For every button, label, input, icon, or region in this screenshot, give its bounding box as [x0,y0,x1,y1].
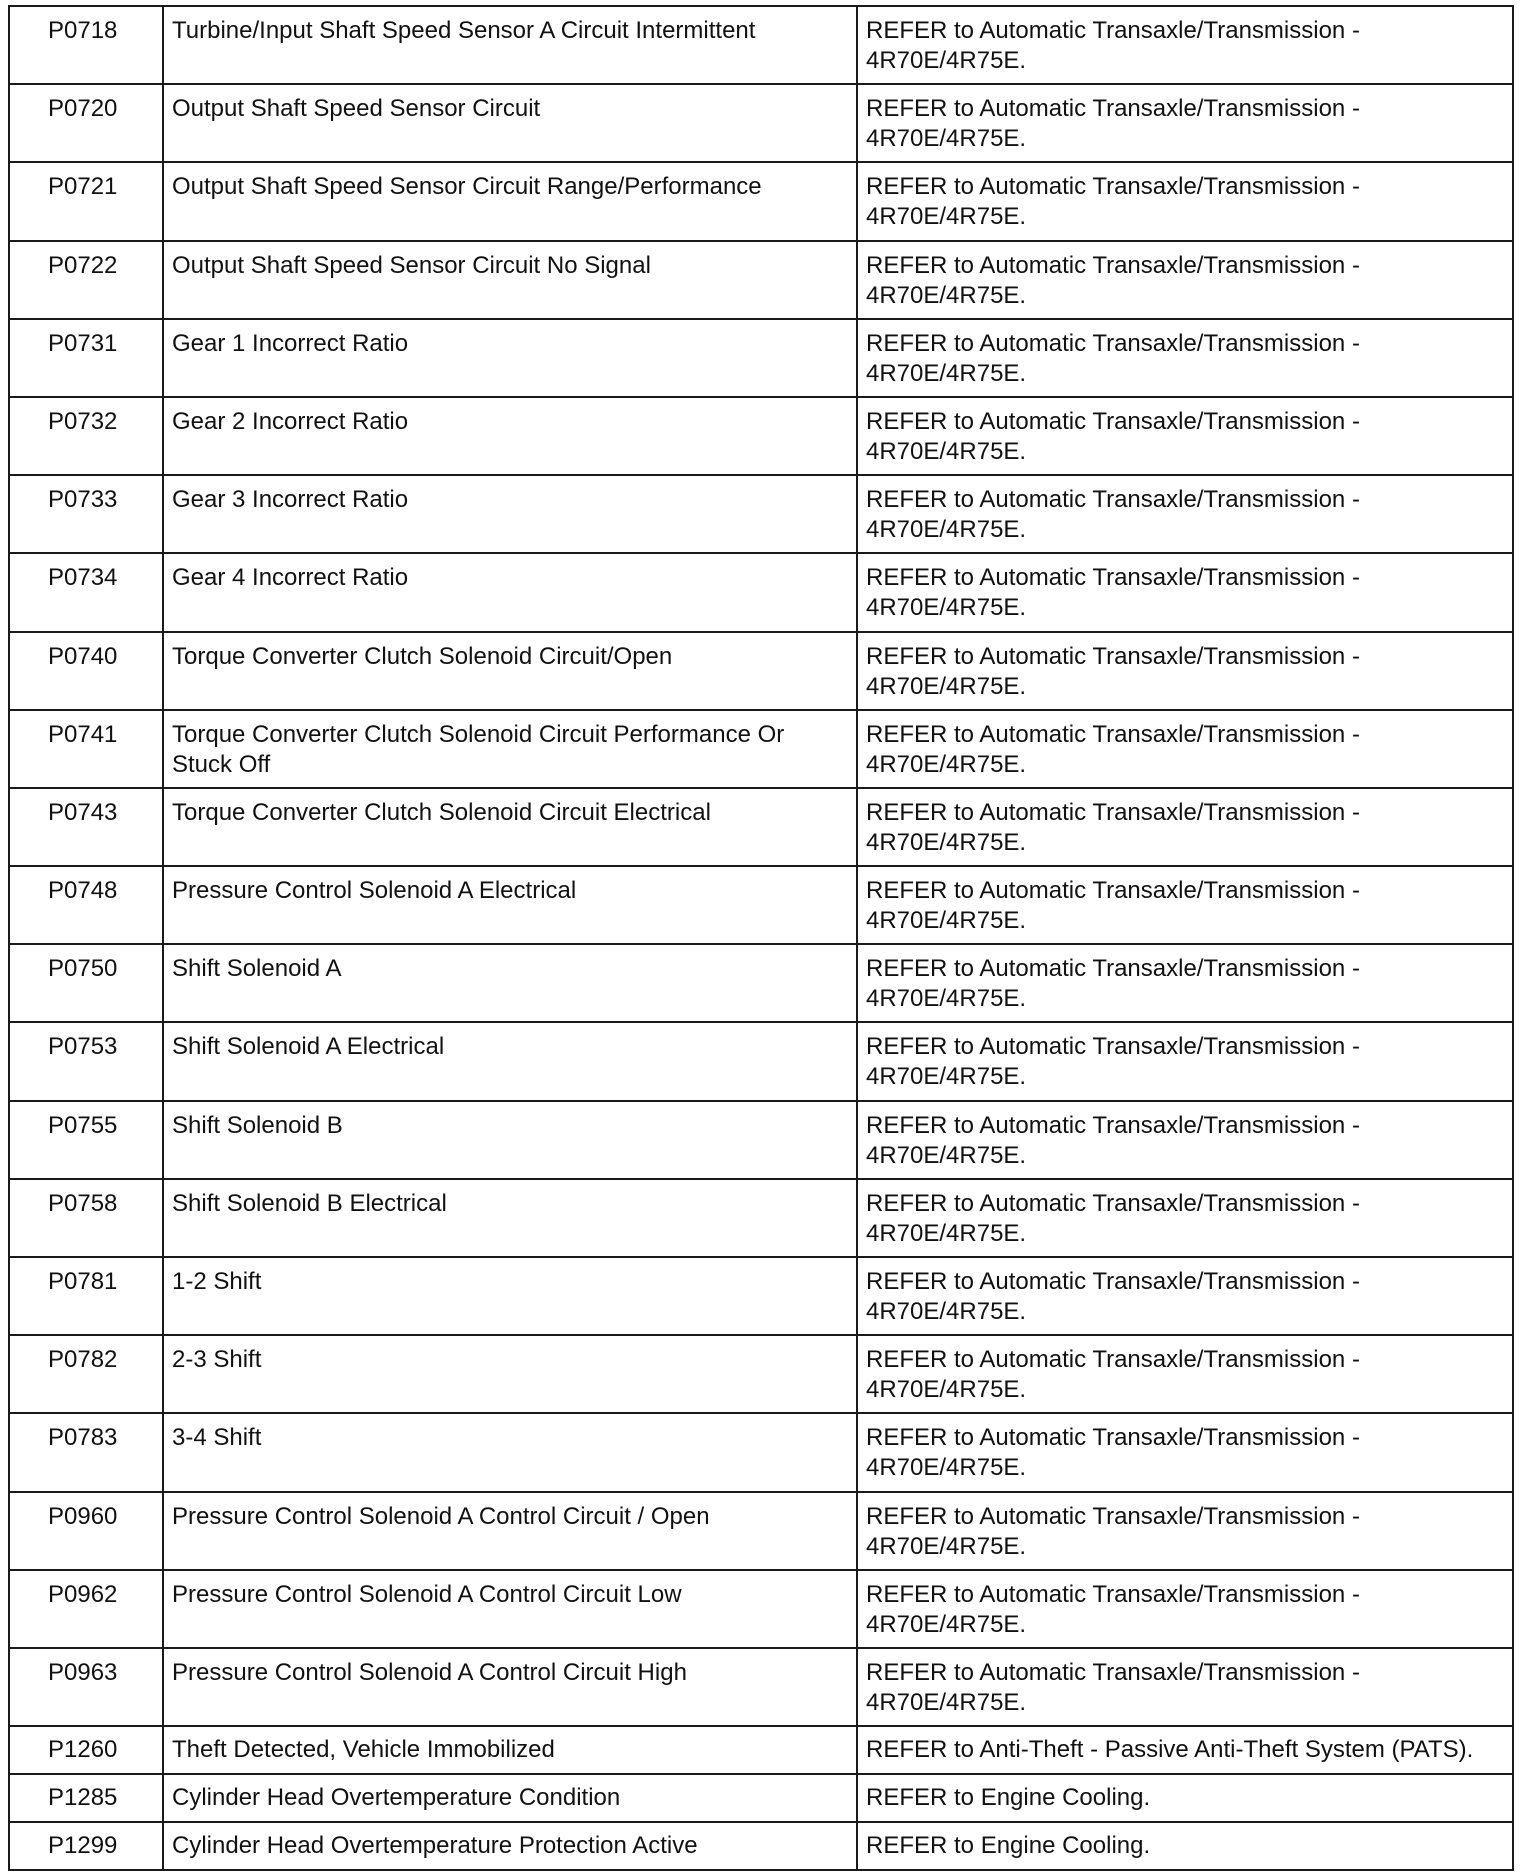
dtc-code: P0962 [9,1570,163,1648]
dtc-action: REFER to Automatic Transaxle/Transmission - 4R70E/4R75E. [857,241,1513,319]
dtc-action: REFER to Automatic Transaxle/Transmission - 4R70E/4R75E. [857,1179,1513,1257]
dtc-action: REFER to Engine Cooling. [857,1774,1513,1822]
dtc-description: Gear 2 Incorrect Ratio [163,397,857,475]
table-row [9,1101,1513,1179]
dtc-code: P0741 [9,710,163,788]
table-row [9,1413,1513,1491]
table-row [9,84,1513,162]
dtc-description: Pressure Control Solenoid A Control Circuit / Open [163,1492,857,1570]
dtc-description: Output Shaft Speed Sensor Circuit [163,84,857,162]
dtc-action: REFER to Automatic Transaxle/Transmission - 4R70E/4R75E. [857,1101,1513,1179]
dtc-code: P0782 [9,1335,163,1413]
dtc-code: P0732 [9,397,163,475]
dtc-description: Torque Converter Clutch Solenoid Circuit Electrical [163,788,857,866]
table-row [9,319,1513,397]
dtc-action: REFER to Automatic Transaxle/Transmission - 4R70E/4R75E. [857,1492,1513,1570]
dtc-description: Turbine/Input Shaft Speed Sensor A Circuit Intermittent [163,6,857,84]
table-row [9,1022,1513,1100]
dtc-code: P0783 [9,1413,163,1491]
dtc-description: Gear 1 Incorrect Ratio [163,319,857,397]
dtc-code: P0963 [9,1648,163,1726]
table-row [9,710,1513,788]
dtc-action: REFER to Anti-Theft - Passive Anti-Theft System (PATS). [857,1726,1513,1774]
dtc-action: REFER to Automatic Transaxle/Transmission - 4R70E/4R75E. [857,1022,1513,1100]
dtc-code: P0740 [9,632,163,710]
dtc-description: Pressure Control Solenoid A Control Circuit Low [163,1570,857,1648]
dtc-code: P0758 [9,1179,163,1257]
dtc-code: P0743 [9,788,163,866]
dtc-code: P0720 [9,84,163,162]
dtc-description: 2-3 Shift [163,1335,857,1413]
dtc-action: REFER to Automatic Transaxle/Transmission - 4R70E/4R75E. [857,1413,1513,1491]
dtc-action: REFER to Automatic Transaxle/Transmission - 4R70E/4R75E. [857,788,1513,866]
dtc-description: Torque Converter Clutch Solenoid Circuit Performance Or Stuck Off [163,710,857,788]
table-row [9,475,1513,553]
dtc-code: P1260 [9,1726,163,1774]
dtc-action: REFER to Automatic Transaxle/Transmission - 4R70E/4R75E. [857,1570,1513,1648]
dtc-description: Shift Solenoid A Electrical [163,1022,857,1100]
dtc-description: Cylinder Head Overtemperature Condition [163,1774,857,1822]
table-row [9,944,1513,1022]
table-row [9,553,1513,631]
dtc-action: REFER to Automatic Transaxle/Transmission - 4R70E/4R75E. [857,475,1513,553]
table-row [9,6,1513,84]
dtc-action: REFER to Automatic Transaxle/Transmission - 4R70E/4R75E. [857,162,1513,240]
table-row [9,241,1513,319]
table-row [9,162,1513,240]
dtc-action: REFER to Automatic Transaxle/Transmission - 4R70E/4R75E. [857,553,1513,631]
dtc-code: P0960 [9,1492,163,1570]
dtc-code: P1299 [9,1822,163,1870]
dtc-table [8,5,1514,1871]
dtc-code: P0753 [9,1022,163,1100]
table-row [9,1179,1513,1257]
dtc-table-body [9,6,1513,1870]
table-row [9,1570,1513,1648]
dtc-description: Gear 3 Incorrect Ratio [163,475,857,553]
dtc-code: P0734 [9,553,163,631]
table-row [9,1492,1513,1570]
dtc-action: REFER to Automatic Transaxle/Transmission - 4R70E/4R75E. [857,319,1513,397]
dtc-code: P0722 [9,241,163,319]
table-row [9,632,1513,710]
dtc-action: REFER to Automatic Transaxle/Transmission - 4R70E/4R75E. [857,944,1513,1022]
table-row [9,1774,1513,1822]
dtc-code: P1285 [9,1774,163,1822]
dtc-action: REFER to Automatic Transaxle/Transmission - 4R70E/4R75E. [857,84,1513,162]
dtc-code: P0733 [9,475,163,553]
dtc-action: REFER to Automatic Transaxle/Transmission - 4R70E/4R75E. [857,710,1513,788]
dtc-description: Pressure Control Solenoid A Control Circuit High [163,1648,857,1726]
dtc-code: P0721 [9,162,163,240]
table-row [9,1726,1513,1774]
dtc-description: 1-2 Shift [163,1257,857,1335]
dtc-code: P0781 [9,1257,163,1335]
table-row [9,1257,1513,1335]
dtc-action: REFER to Automatic Transaxle/Transmission - 4R70E/4R75E. [857,632,1513,710]
dtc-action: REFER to Automatic Transaxle/Transmission - 4R70E/4R75E. [857,397,1513,475]
dtc-action: REFER to Engine Cooling. [857,1822,1513,1870]
dtc-description: 3-4 Shift [163,1413,857,1491]
dtc-description: Shift Solenoid B Electrical [163,1179,857,1257]
dtc-code: P0748 [9,866,163,944]
dtc-description: Gear 4 Incorrect Ratio [163,553,857,631]
table-row [9,866,1513,944]
dtc-description: Shift Solenoid B [163,1101,857,1179]
table-row [9,1822,1513,1870]
dtc-description: Output Shaft Speed Sensor Circuit Range/Performance [163,162,857,240]
dtc-code: P0755 [9,1101,163,1179]
dtc-description: Cylinder Head Overtemperature Protection Active [163,1822,857,1870]
dtc-action: REFER to Automatic Transaxle/Transmission - 4R70E/4R75E. [857,1257,1513,1335]
dtc-action: REFER to Automatic Transaxle/Transmission - 4R70E/4R75E. [857,6,1513,84]
dtc-description: Pressure Control Solenoid A Electrical [163,866,857,944]
dtc-code: P0750 [9,944,163,1022]
dtc-code: P0731 [9,319,163,397]
table-row [9,788,1513,866]
dtc-description: Shift Solenoid A [163,944,857,1022]
dtc-description: Output Shaft Speed Sensor Circuit No Signal [163,241,857,319]
dtc-action: REFER to Automatic Transaxle/Transmission - 4R70E/4R75E. [857,1648,1513,1726]
dtc-action: REFER to Automatic Transaxle/Transmission - 4R70E/4R75E. [857,866,1513,944]
table-row [9,1335,1513,1413]
table-row [9,1648,1513,1726]
dtc-action: REFER to Automatic Transaxle/Transmission - 4R70E/4R75E. [857,1335,1513,1413]
table-row [9,397,1513,475]
dtc-description: Torque Converter Clutch Solenoid Circuit/Open [163,632,857,710]
dtc-code: P0718 [9,6,163,84]
dtc-description: Theft Detected, Vehicle Immobilized [163,1726,857,1774]
